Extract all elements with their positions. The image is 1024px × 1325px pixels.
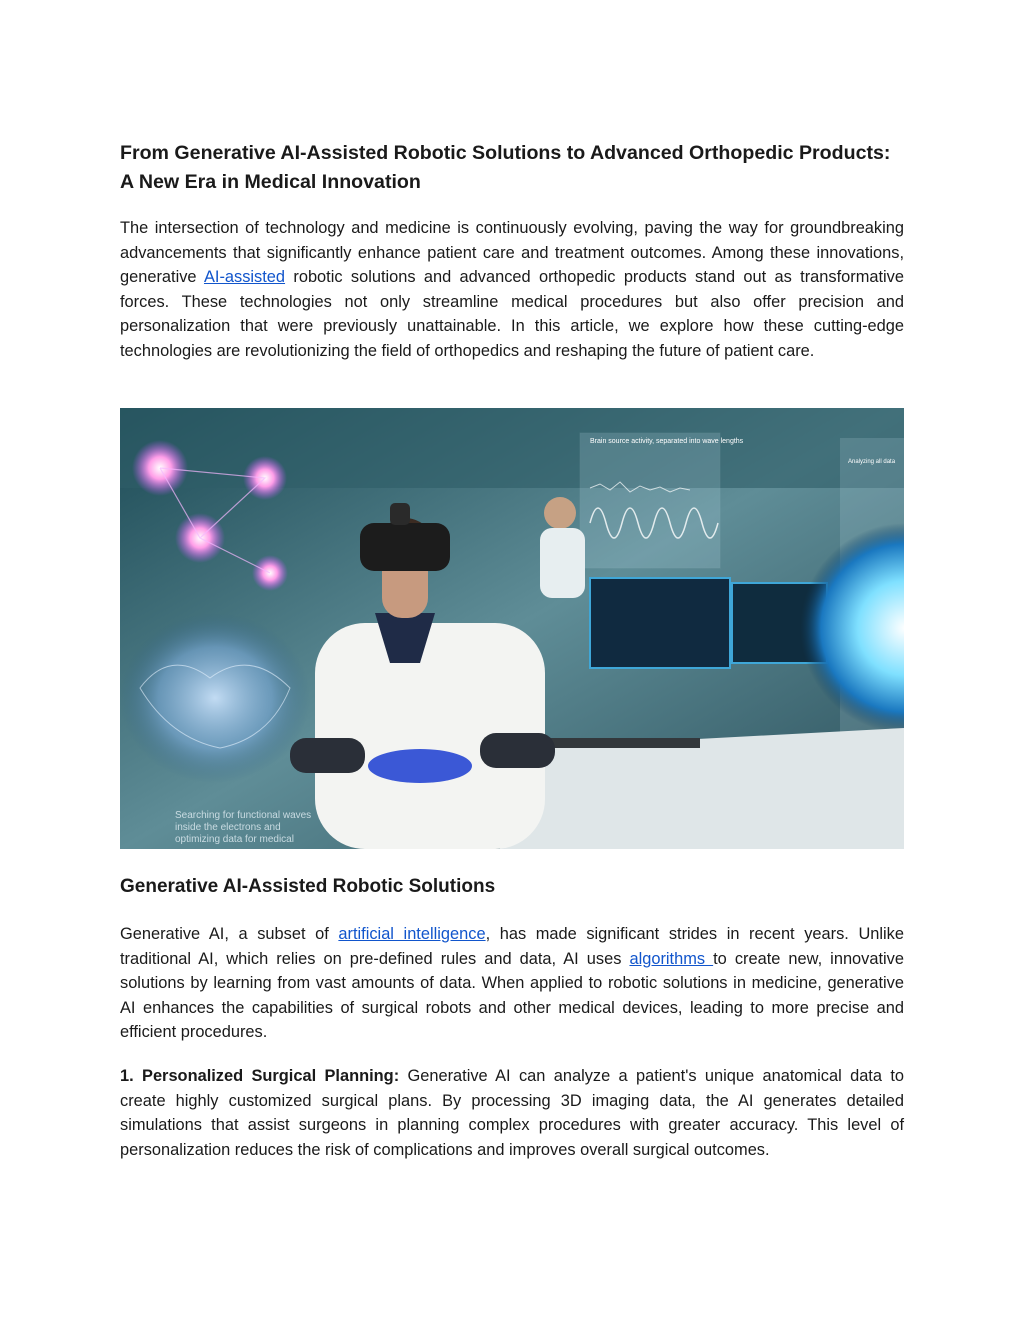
- section-heading: Generative AI-Assisted Robotic Solutions: [120, 876, 496, 897]
- hud-header: Brain source activity, separated into wave lengths: [590, 438, 744, 445]
- hud-right-label: Analyzing all data: [848, 459, 896, 465]
- hero-image: [120, 408, 904, 849]
- section-text-b: , has made significant strides in recent years. Unlike traditional AI, which relies on pre-defined rules and data, AI uses: [120, 925, 904, 968]
- section-text-c: to create new, innovative solutions by learning from vast amounts of data. When applied to robotic solutions in medicine, generative AI enhances the capabilities of surgical robots and other medical devices, leading to more precise and efficient procedures.: [120, 949, 904, 1042]
- algorithms-link[interactable]: algorithms: [629, 949, 714, 968]
- section-paragraph: [120, 922, 904, 1045]
- point-1-label: 1. Personalized Surgical Planning:: [120, 1067, 400, 1085]
- point-1-text: Generative AI can analyze a patient's unique anatomical data to create highly customized surgical plans. By processing 3D imaging data, the AI generates detailed simulations that assist surgeons in planning complex procedures with greater accuracy. This level of personalization reduces the risk of complications and improves overall surgical outcomes.: [120, 1067, 904, 1159]
- overlay-line-1: Searching for functional waves: [175, 810, 312, 821]
- page-title: From Generative AI-Assisted Robotic Solutions to Advanced Orthopedic Products: A New Era in Medical Innovation: [120, 142, 891, 193]
- section-text-a: Generative AI, a subset of: [120, 925, 339, 943]
- overlay-line-2: inside the electrons and: [175, 822, 281, 833]
- artificial-intelligence-link[interactable]: artificial intelligence: [338, 925, 486, 943]
- intro-paragraph: [120, 216, 904, 364]
- intro-text-b: robotic solutions and advanced orthopedic products stand out as transformative forces. These technologies not only streamline medical procedures but also offer precision and personalization that were previously unattainable. In this article, we explore how these cutting-edge technologies are revolutionizing the field of orthopedics and reshaping the future of patient care.: [120, 268, 904, 360]
- intro-text-a: The intersection of technology and medicine is continuously evolving, paving the way for groundbreaking advancements that significantly enhance patient care and treatment outcomes. Among these innovations, generative: [120, 219, 904, 287]
- lab-vr-illustration: [120, 408, 904, 849]
- ai-assisted-link[interactable]: AI-assisted: [203, 268, 286, 287]
- overlay-line-3: optimizing data for medical: [175, 834, 294, 845]
- point-1-paragraph: [120, 1064, 904, 1162]
